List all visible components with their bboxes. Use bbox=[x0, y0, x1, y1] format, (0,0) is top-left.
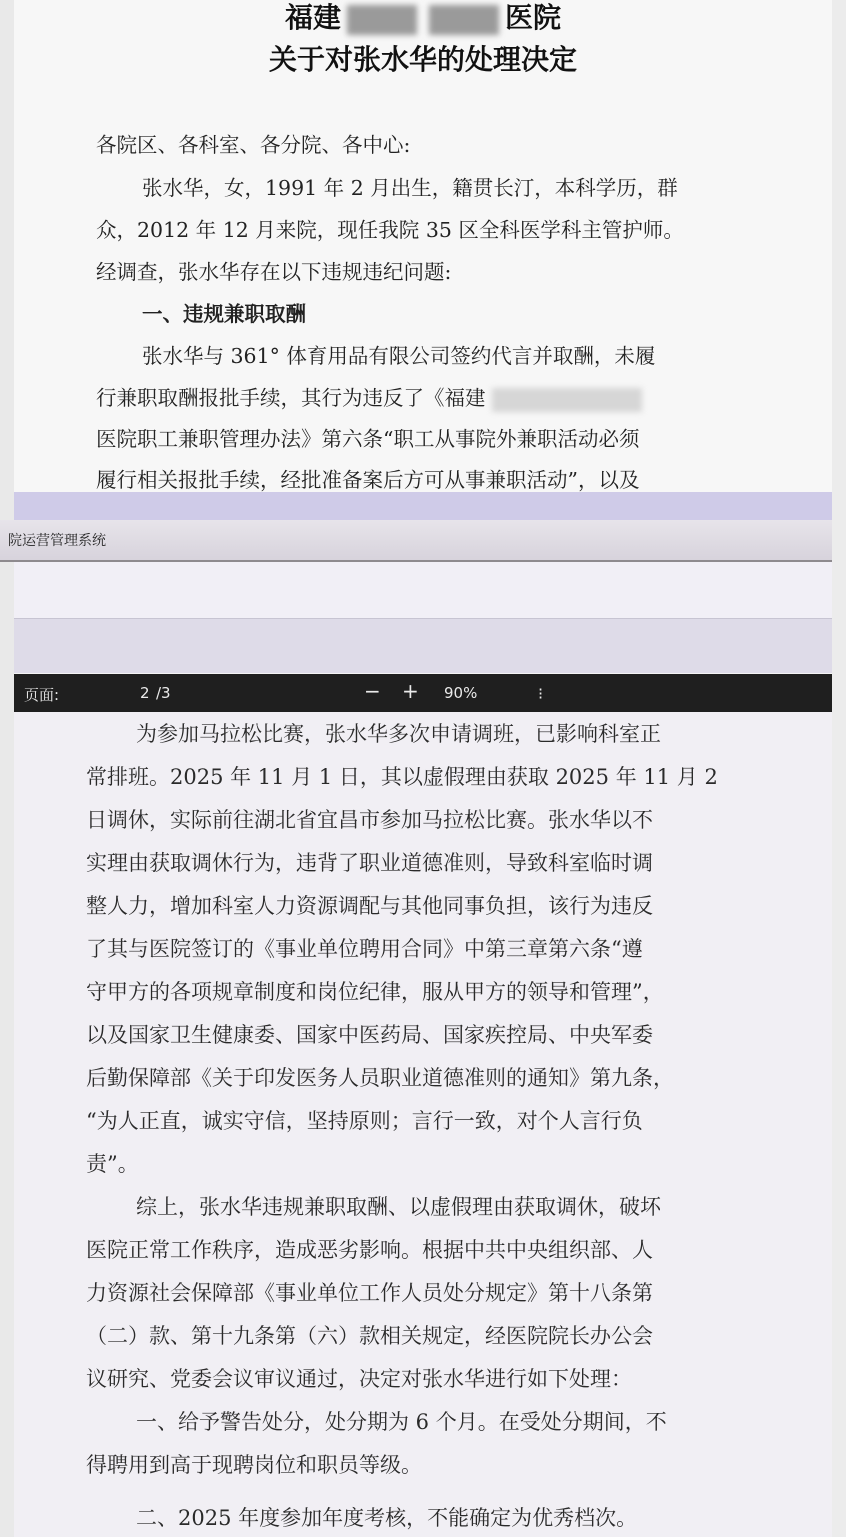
app-title-bar[interactable] bbox=[0, 520, 832, 562]
text-line: 张水华，女，1991 年 2 月出生，籍贯长汀，本科学历，群 bbox=[142, 176, 678, 200]
text-line: 整人力，增加科室人力资源调配与其他同事负担，该行为违反 bbox=[86, 894, 653, 918]
text-line: 张水华与 361° 体育用品有限公司签约代言并取酬，未履 bbox=[142, 344, 656, 368]
redaction-block bbox=[347, 5, 417, 35]
text-line: 日调休，实际前往湖北省宜昌市参加马拉松比赛。张水华以不 bbox=[86, 808, 653, 832]
text-line: 综上，张水华违规兼职取酬、以虚假理由获取调休，破坏 bbox=[136, 1195, 661, 1219]
text-line: 经调查，张水华存在以下违规违纪问题: bbox=[96, 260, 452, 284]
redaction-block bbox=[429, 5, 499, 35]
zoom-out-button[interactable]: − bbox=[364, 679, 381, 703]
text-line: 实理由获取调休行为，违背了职业道德准则，导致科室临时调 bbox=[86, 851, 653, 875]
text-line: 后勤保障部《关于印发医务人员职业道德准则的通知》第九条， bbox=[86, 1066, 674, 1090]
page-current-input[interactable]: 2 bbox=[140, 684, 150, 702]
ribbon-band bbox=[14, 618, 832, 673]
text-line: 守甲方的各项规章制度和岗位纪律，服从甲方的领导和管理”， bbox=[86, 980, 664, 1004]
text-line: 履行相关报批手续，经批准备案后方可从事兼职活动”，以及 bbox=[96, 468, 640, 492]
text-line: 二、2025 年度参加年度考核，不能确定为优秀档次。 bbox=[136, 1506, 638, 1530]
document-title: 关于对张水华的处理决定 bbox=[268, 43, 577, 76]
hospital-name-left: 福建 bbox=[284, 1, 341, 34]
zoom-level[interactable]: 90% bbox=[444, 684, 478, 702]
text-line: （二）款、第十九条第（六）款相关规定，经医院院长办公会 bbox=[86, 1324, 653, 1348]
menu-band bbox=[14, 562, 832, 618]
app-title: 院运营管理系统 bbox=[8, 533, 106, 549]
left-edge bbox=[0, 0, 14, 1537]
more-options-icon[interactable]: ⁝ bbox=[538, 684, 544, 703]
right-edge bbox=[832, 0, 846, 1537]
text-line: 医院正常工作秩序，造成恶劣影响。根据中共中央组织部、人 bbox=[86, 1238, 653, 1262]
text-line bbox=[96, 381, 648, 412]
window-frame-band bbox=[14, 492, 832, 520]
page-label: 页面: bbox=[24, 686, 60, 704]
text-line: “为人正直，诚实守信，坚持原则；言行一致，对个人言行负 bbox=[86, 1109, 643, 1133]
hospital-name-right: 医院 bbox=[505, 1, 562, 34]
section-heading: 一、违规兼职取酬 bbox=[142, 302, 306, 326]
text-line: 常排班。2025 年 11 月 1 日，其以虚假理由获取 2025 年 11 月 2 bbox=[86, 765, 718, 789]
page-total: /3 bbox=[156, 684, 171, 702]
text-line: 众，2012 年 12 月来院，现任我院 35 区全科医学科主管护师。 bbox=[96, 218, 684, 242]
zoom-in-button[interactable]: + bbox=[402, 679, 419, 703]
document-header bbox=[14, 0, 832, 36]
text-line: 医院职工兼职管理办法》第六条“职工从事院外兼职活动必须 bbox=[96, 427, 640, 451]
document-page-2 bbox=[14, 712, 832, 1537]
document-page-1 bbox=[14, 0, 832, 492]
addressee: 各院区、各科室、各分院、各中心: bbox=[96, 133, 411, 157]
text-span: 行兼职取酬报批手续，其行为违反了《福建 bbox=[96, 386, 486, 410]
text-line: 一、给予警告处分，处分期为 6 个月。在受处分期间，不 bbox=[136, 1410, 667, 1434]
text-line: 责”。 bbox=[86, 1152, 139, 1176]
text-line: 为参加马拉松比赛，张水华多次申请调班，已影响科室正 bbox=[136, 722, 661, 746]
text-line: 得聘用到高于现聘岗位和职员等级。 bbox=[86, 1453, 422, 1477]
text-line: 以及国家卫生健康委、国家中医药局、国家疾控局、中央军委 bbox=[86, 1023, 653, 1047]
text-line: 议研究、党委会议审议通过，决定对张水华进行如下处理： bbox=[86, 1367, 632, 1391]
pdf-viewer-toolbar bbox=[14, 674, 832, 712]
text-line: 了其与医院签订的《事业单位聘用合同》中第三章第六条“遵 bbox=[86, 937, 643, 961]
text-line: 力资源社会保障部《事业单位工作人员处分规定》第十八条第 bbox=[86, 1281, 653, 1305]
redaction-block bbox=[492, 388, 642, 412]
